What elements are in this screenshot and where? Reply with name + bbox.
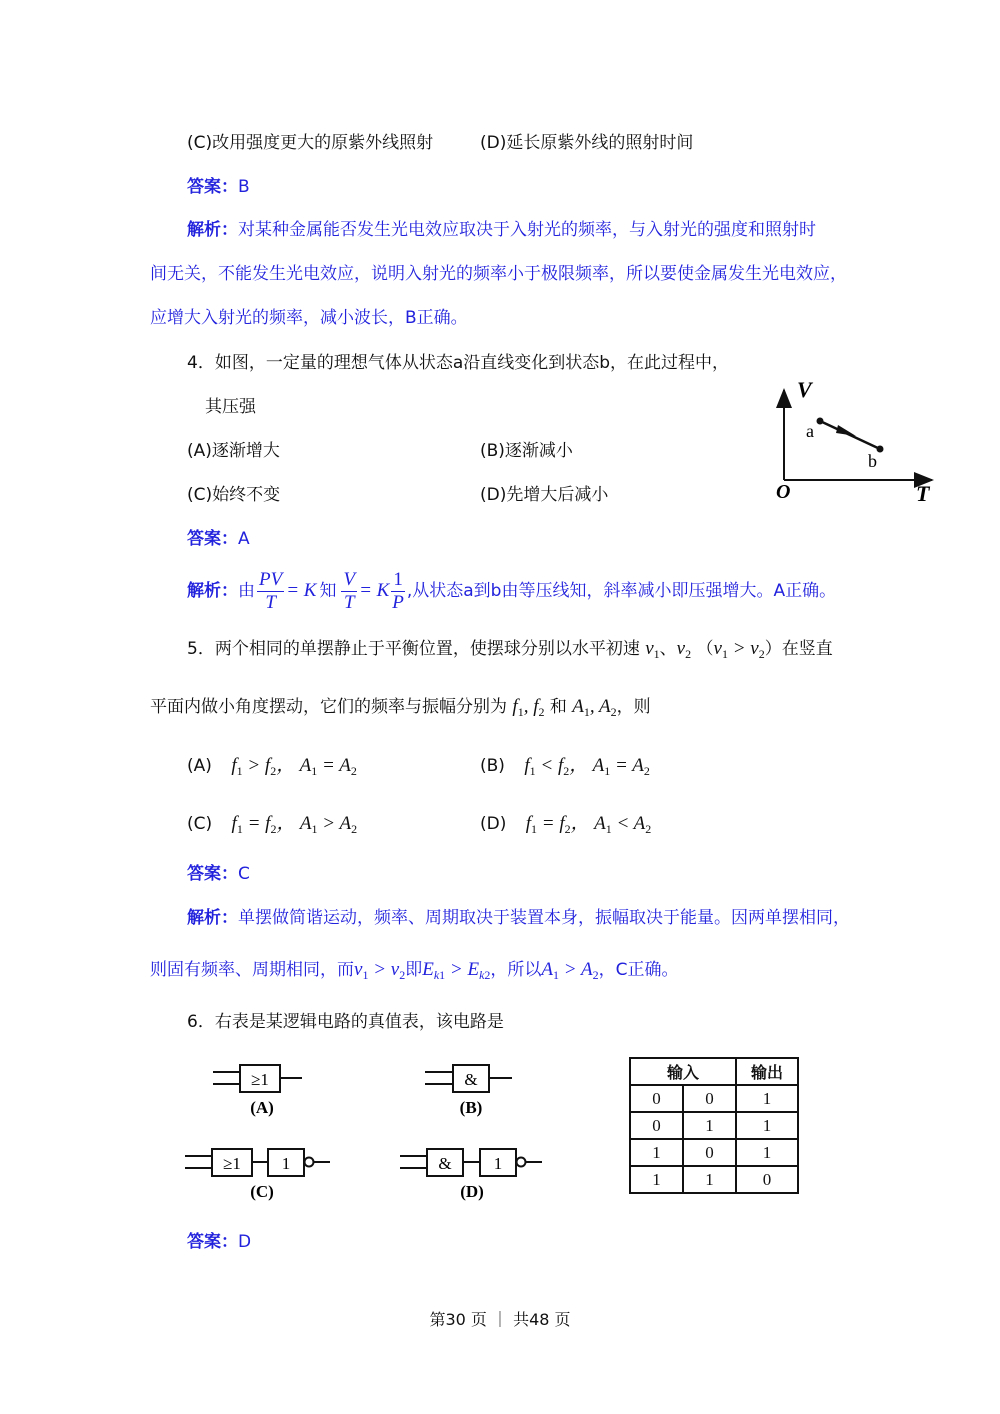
table-row <box>630 1166 798 1193</box>
answer-label: 答案： <box>187 177 238 197</box>
analysis-text: ，C正确。 <box>598 960 679 980</box>
q6-stem: 6．右表是某逻辑电路的真值表，该电路是 <box>187 1012 504 1032</box>
q3-option-c: (C)改用强度更大的原紫外线照射 <box>187 133 434 153</box>
analysis-text: 单摆做简谐运动，频率、周期取决于装置本身，振幅取决于能量。因两单摆相同， <box>238 908 850 928</box>
analysis-prefix: 由 <box>238 581 255 601</box>
gate-d-label: (D) <box>460 1182 484 1201</box>
point-b-label: b <box>868 451 877 471</box>
q4-answer <box>187 528 250 550</box>
and-word: 和 <box>549 697 567 717</box>
table-cell: 1 <box>683 1166 736 1193</box>
analysis-label: 解析： <box>187 220 238 240</box>
q4-analysis <box>187 566 836 616</box>
analysis-text: ，所以 <box>490 960 542 980</box>
table-cell: 0 <box>683 1139 736 1166</box>
equation-rhs: = K <box>286 580 317 601</box>
truth-table <box>629 1057 799 1194</box>
gate-a-label: (A) <box>250 1098 274 1117</box>
analysis-label: 解析： <box>187 581 238 601</box>
table-cell: 1 <box>736 1112 798 1139</box>
fraction-denominator: T <box>265 591 276 613</box>
equation-rhs: = K <box>359 580 390 601</box>
table-cell: 1 <box>736 1139 798 1166</box>
point-a-label: a <box>806 421 814 441</box>
q3-analysis-line-1 <box>187 219 816 241</box>
t-axis-label: T <box>916 481 930 506</box>
analysis-suffix: ,从状态a到b由等压线知，斜率减小即压强增大。A正确。 <box>406 581 837 601</box>
q4-option-a: (A)逐渐增大 <box>187 441 280 461</box>
gate-b-symbol: & <box>464 1070 478 1089</box>
gate-c-symbol-1: ≥1 <box>223 1154 241 1173</box>
separator: 、 <box>659 639 677 659</box>
answer-label: 答案： <box>187 1232 238 1252</box>
answer-value: D <box>238 1232 252 1252</box>
page-footer: 第30 页 ｜ 共48 页 <box>429 1310 571 1329</box>
gate-a <box>213 1065 302 1117</box>
q5-stem-line-1: 5．两个相同的单摆静止于平衡位置，使摆球分别以水平初速 $v_1$、$v_2$ $(v_1 > v_2)$在竖直 <box>187 638 833 661</box>
table-cell: 1 <box>683 1112 736 1139</box>
analysis-text: 则固有频率、周期相同，而 <box>150 960 354 980</box>
origin-label: O <box>776 481 791 503</box>
q5-analysis-line-1 <box>187 907 850 929</box>
table-cell: 0 <box>736 1166 798 1193</box>
q5-option-c: (C) $f_1 = f_2$， $A_1 > A_2$ <box>187 813 358 836</box>
q6-answer <box>187 1231 251 1253</box>
fraction-denominator: T <box>343 591 355 613</box>
gate-a-symbol: ≥1 <box>251 1070 269 1089</box>
condition-symbol: v <box>713 638 722 659</box>
analysis-text: 对某种金属能否发生光电效应取决于入射光的频率，与入射光的强度和照射时 <box>238 220 816 240</box>
q5-option-b: (B) $f_1 < f_2$， $A_1 = A_2$ <box>480 755 650 778</box>
gate-b <box>425 1065 512 1117</box>
q5-option-a: (A) $f_1 > f_2$， $A_1 = A_2$ <box>187 755 357 778</box>
v1-symbol: v <box>645 638 654 659</box>
fraction-numerator: 1 <box>393 568 403 590</box>
table-cell: 1 <box>630 1166 683 1193</box>
analysis-text: 即 <box>405 960 423 980</box>
stem-text: 在竖直 <box>781 639 833 659</box>
answer-value: A <box>238 529 250 549</box>
logic-gates-diagram <box>180 1055 560 1210</box>
q5-stem-line-2: 平面内做小角度摆动，它们的频率与振幅分别为 $f_1$, $f_2$ 和 $A_1$, $A_2$，则 <box>150 696 651 719</box>
q3-option-d: (D)延长原紫外线的照射时间 <box>480 133 694 153</box>
table-row <box>630 1085 798 1112</box>
fraction-v-t <box>341 569 357 614</box>
paren-close: ） <box>764 639 782 659</box>
q4-option-b: (B)逐渐减小 <box>480 441 573 461</box>
fraction-numerator: V <box>343 568 356 590</box>
option-label: (D) <box>480 814 507 834</box>
answer-value: C <box>238 864 250 884</box>
fraction-pv-t <box>257 569 284 614</box>
table-row <box>630 1139 798 1166</box>
paren-open: （ <box>696 639 714 659</box>
option-label: (B) <box>480 756 505 776</box>
v2-symbol: v <box>676 638 686 659</box>
q5-option-d: (D) $f_1 = f_2$， $A_1 < A_2$ <box>480 813 652 836</box>
gate-c <box>185 1149 330 1201</box>
v-axis-label: V <box>797 377 812 402</box>
option-label: (A) <box>187 756 212 776</box>
gate-d-symbol-1: & <box>438 1154 452 1173</box>
q4-stem: 4．如图，一定量的理想气体从状态a沿直线变化到状态b，在此过程中， <box>187 353 730 373</box>
analysis-know: 知 <box>319 581 337 601</box>
table-cell: 1 <box>630 1139 683 1166</box>
gate-c-label: (C) <box>250 1182 274 1201</box>
table-cell: 1 <box>736 1085 798 1112</box>
stem-text: ，则 <box>616 697 651 717</box>
table-cell: 0 <box>630 1112 683 1139</box>
q4-stem-2: 其压强 <box>205 397 256 417</box>
q5-analysis-line-2: 则固有频率、周期相同，而$v_1 > v_2$即$E_{k1} > E_{k2}$，所以$A_1 > A_2$，C正确。 <box>150 959 679 982</box>
answer-value: B <box>238 177 250 197</box>
analysis-label: 解析： <box>187 908 238 928</box>
option-label: (C) <box>187 814 213 834</box>
gate-b-label: (B) <box>459 1098 483 1117</box>
fraction-1-p <box>391 569 405 614</box>
answer-label: 答案： <box>187 529 238 549</box>
table-cell: 0 <box>683 1085 736 1112</box>
gate-d <box>400 1149 542 1201</box>
q4-option-d: (D)先增大后减小 <box>480 485 609 505</box>
truth-table-header-output: 输出 <box>736 1058 798 1085</box>
stem-text: 平面内做小角度摆动，它们的频率与振幅分别为 <box>150 697 507 717</box>
fraction-numerator: PV <box>259 568 283 590</box>
q3-analysis-line-2: 间无关，不能发生光电效应，说明入射光的频率小于极限频率，所以要使金属发生光电效应， <box>150 264 847 284</box>
q3-analysis-line-3: 应增大入射光的频率，减小波长，B正确。 <box>150 308 468 328</box>
answer-label: 答案： <box>187 864 238 884</box>
vt-graph <box>770 375 950 510</box>
process-arrow <box>836 425 856 436</box>
fraction-denominator: P <box>392 591 404 613</box>
gate-d-symbol-2: 1 <box>493 1154 503 1173</box>
point-b <box>877 446 884 453</box>
gate-c-symbol-2: 1 <box>281 1154 291 1173</box>
table-cell: 0 <box>630 1085 683 1112</box>
q4-option-c: (C)始终不变 <box>187 485 281 505</box>
point-a <box>817 418 824 425</box>
q3-answer <box>187 176 250 198</box>
table-row <box>630 1112 798 1139</box>
q5-answer <box>187 863 250 885</box>
stem-text: 5．两个相同的单摆静止于平衡位置，使摆球分别以水平初速 <box>187 639 640 659</box>
truth-table-header-input: 输入 <box>630 1058 736 1085</box>
